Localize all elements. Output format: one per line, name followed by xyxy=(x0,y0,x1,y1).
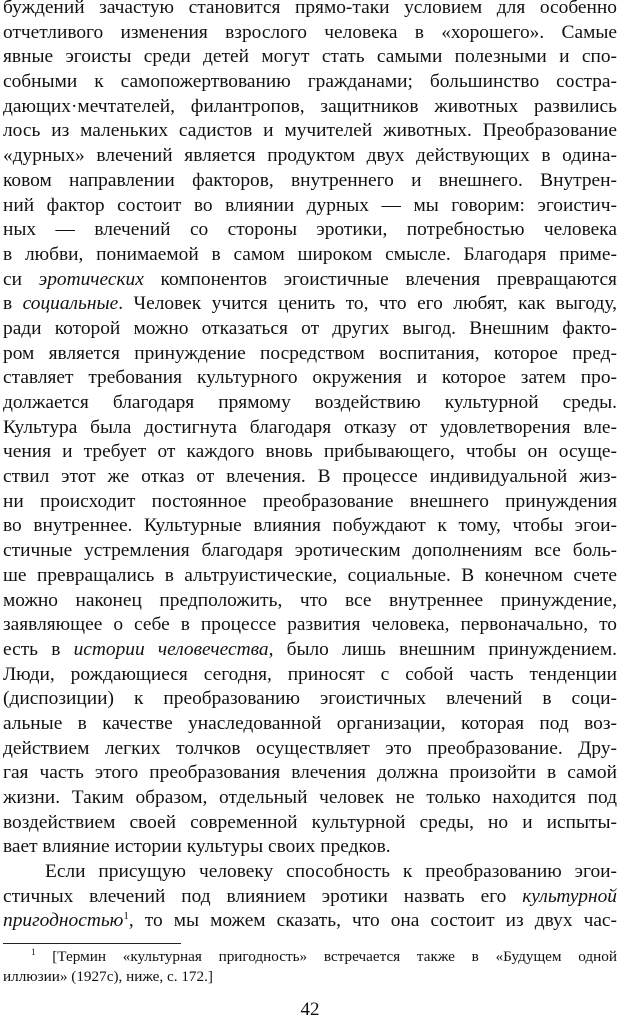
page-number: 42 xyxy=(300,999,320,1020)
text-segment: гая часть этого преобразования влечения должна произойти в самой xyxy=(3,762,617,784)
italic-emphasis: истории человечества xyxy=(73,638,269,660)
text-segment: Культура была достигнута благодаря отказу от удовлетворения вле- xyxy=(3,416,617,438)
text-line xyxy=(3,169,617,194)
text-segment: ром является принуждение посредством воспитания, которое пред- xyxy=(3,342,617,364)
text-segment: Люди, рождающиеся сегодня, приносят с собой часть тенденции xyxy=(3,663,617,685)
text-line xyxy=(3,342,617,367)
text-line xyxy=(3,564,617,589)
text-segment: во внутреннее. Культурные влияния побуждают к тому, чтобы эгои- xyxy=(3,515,617,537)
footnote-line xyxy=(3,947,617,967)
text-segment: (диспозиции) к преобразованию эгоистичных влечений в соци- xyxy=(3,688,617,710)
text-line xyxy=(3,811,617,836)
text-line xyxy=(3,663,617,688)
text-line xyxy=(3,194,617,219)
text-line xyxy=(3,589,617,614)
text-segment: заявляющее о себе в процессе развития человека, первоначально, то xyxy=(3,614,617,636)
footnote-separator xyxy=(3,943,181,944)
text-segment: можно наконец предположить, что все внутреннее принуждение, xyxy=(3,589,617,611)
text-line xyxy=(3,95,617,120)
text-segment: в любви, понимаемой в самом широком смысле. Благодаря приме- xyxy=(3,243,617,265)
text-segment: ковом направлении факторов, внутреннего и внешнего. Внутрен- xyxy=(3,169,617,191)
text-segment: . Человек учится ценить то, что его любят, как выгоду, xyxy=(118,293,617,315)
text-segment: дающих·мечтателей, филантропов, защитников животных развились xyxy=(3,95,617,117)
footnote xyxy=(3,947,617,986)
text-segment: жизни. Таким образом, отдельный человек не только находится под xyxy=(3,787,617,808)
text-segment: собными к самопожертвованию гражданами; большинство состра- xyxy=(3,71,617,93)
text-segment: ше превращались в альтруистические, социальные. В конечном счете xyxy=(3,564,617,586)
text-segment: ных — влечений со стороны эротики, потребностью человека xyxy=(3,219,617,241)
text-line xyxy=(3,885,617,910)
text-segment: должается благодаря прямому воздействию культурной среды. xyxy=(3,392,617,413)
text-segment: ради которой можно отказаться от других выгод. Внешним факто- xyxy=(3,317,617,339)
text-line xyxy=(3,45,617,70)
text-line xyxy=(3,416,617,441)
text-line xyxy=(3,613,617,638)
text-segment: компонентов эгоистичные влечения превращаются xyxy=(143,268,617,290)
text-segment: лось из маленьких садистов и мучителей животных. Преобразование xyxy=(3,120,617,142)
text-line xyxy=(3,761,617,786)
italic-emphasis: культурной xyxy=(522,885,617,907)
text-line xyxy=(3,440,617,465)
text-segment: есть в xyxy=(3,638,74,660)
text-segment: ставляет требования культурного окружения и которое затем про- xyxy=(3,367,617,389)
text-segment: стичные устремления благодаря эротическим дополнениям все боль- xyxy=(3,540,617,562)
text-line xyxy=(3,539,617,564)
text-line xyxy=(3,712,617,737)
text-segment: альные в качестве унаследованной организации, которая под воз- xyxy=(3,712,617,734)
text-line xyxy=(3,70,617,95)
main-text xyxy=(3,0,617,934)
text-line xyxy=(3,243,617,268)
text-line xyxy=(3,268,617,293)
footnote-marker: 1 xyxy=(31,947,36,957)
text-line xyxy=(3,490,617,515)
text-segment: ствил этот же отказ от влечения. В процессе индивидуальной жиз- xyxy=(3,466,617,488)
text-line xyxy=(3,786,617,811)
text-segment: действием легких толчков осуществляет это преобразование. Дру- xyxy=(3,737,617,759)
text-line xyxy=(3,21,617,46)
text-line xyxy=(3,317,617,342)
text-segment: си xyxy=(3,268,39,290)
italic-emphasis: пригодностью xyxy=(3,910,124,932)
text-line xyxy=(3,218,617,243)
text-segment: воздействием своей современной культурной среды, но и испыты- xyxy=(3,811,617,833)
text-line xyxy=(3,860,617,885)
text-segment: , было лишь внешним принуждением. xyxy=(268,638,617,660)
text-line xyxy=(3,737,617,762)
text-segment: чения и требует от каждого вновь прибывающего, чтобы он осуще- xyxy=(3,441,617,463)
text-line xyxy=(3,292,617,317)
text-segment: иллюзии» (1927c), ниже, с. 172.] xyxy=(3,967,213,985)
text-line xyxy=(3,119,617,144)
text-segment: [Термин «культурная пригодность» встречается также в «Будущем одной xyxy=(35,948,617,965)
text-line xyxy=(3,391,617,416)
text-line xyxy=(3,835,617,860)
text-line xyxy=(3,0,617,21)
text-line xyxy=(3,514,617,539)
text-segment: буждений зачастую становится прямо-таки условием для особенно xyxy=(3,0,617,18)
text-segment: Если присущую человеку способность к преобразованию эгои- xyxy=(45,861,617,883)
footnote-line xyxy=(3,967,617,987)
text-segment: в xyxy=(3,293,23,315)
text-segment: ний фактор состоит во влиянии дурных — мы говорим: эгоистич- xyxy=(3,194,617,216)
text-segment: отчетливого изменения взрослого человека в «хорошего». Самые xyxy=(3,21,617,43)
text-segment: , то мы можем сказать, что она состоит из двух час- xyxy=(128,910,617,932)
text-line xyxy=(3,366,617,391)
text-segment: «дурных» влечений является продуктом двух действующих в одина- xyxy=(3,145,617,167)
text-segment: явные эгоисты среди детей могут стать самыми полезными и спо- xyxy=(3,46,617,68)
text-line xyxy=(3,909,617,934)
text-line xyxy=(3,638,617,663)
text-segment: вает влияние истории культуры своих предков. xyxy=(3,836,391,858)
text-line xyxy=(3,687,617,712)
italic-emphasis: социальные xyxy=(22,293,119,315)
text-segment: стичных влечений под влиянием эротики назвать его xyxy=(3,885,523,907)
text-line xyxy=(3,465,617,490)
footnote-marker: 1 xyxy=(123,910,129,923)
text-line xyxy=(3,144,617,169)
text-segment: ни происходит постоянное преобразование внешнего принуждения xyxy=(3,490,617,512)
italic-emphasis: эротических xyxy=(38,268,144,290)
